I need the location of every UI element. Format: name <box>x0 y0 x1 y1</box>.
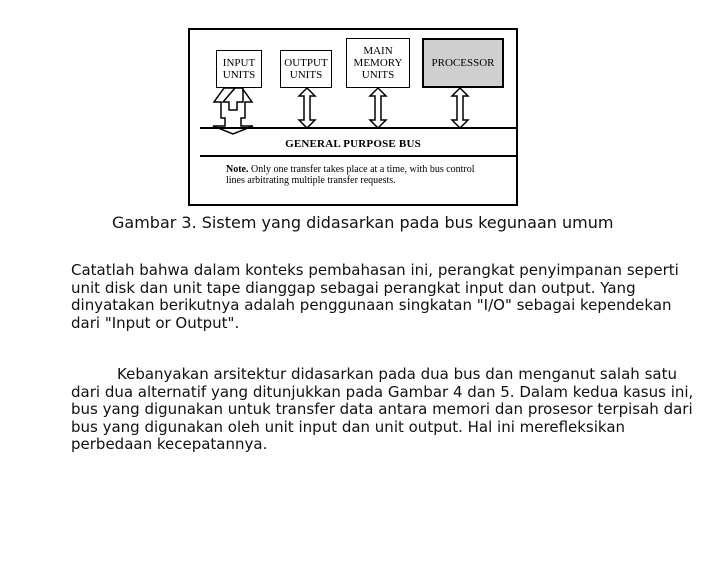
unit-label-line: INPUT <box>222 57 256 69</box>
output-units-box <box>280 50 332 88</box>
processor-arrow <box>452 88 468 128</box>
unit-label-line: MEMORY <box>353 57 403 69</box>
paragraph-2: Kebanyakan arsitektur didasarkan pada dua bus dan menganut salah satu dari dua alternatif yang ditunjukkan pada Gambar 4 dan 5. Dalam kedua kasus ini, bus yang digunakan untuk transfer data antara memori dan prosesor terpisah dari bus yang digunakan oleh unit input dan unit output. Hal ini merefleksikan perbedaan kecepatannya. <box>71 365 694 454</box>
main-memory-units-box <box>346 38 410 88</box>
memory-arrow <box>370 88 386 128</box>
paragraph-1-lead: Catatlah <box>71 261 135 279</box>
unit-label-line: OUTPUT <box>284 57 328 69</box>
figure-caption: Gambar 3. Sistem yang didasarkan pada bus kegunaan umum <box>112 213 614 232</box>
unit-label-line: UNITS <box>222 69 256 81</box>
bus-label: GENERAL PURPOSE BUS <box>285 138 421 150</box>
note-label: Note. <box>226 164 249 175</box>
unit-label-line: PROCESSOR <box>431 57 495 69</box>
processor-box <box>422 38 504 88</box>
note-text: Only one transfer takes place at a time, with bus control lines arbitrating multiple transfer requests. <box>226 164 475 186</box>
input-units-box <box>216 50 262 88</box>
diagram-note <box>226 164 494 186</box>
paragraph-1-body: bahwa dalam konteks pembahasan ini, perangkat penyimpanan seperti unit disk dan unit tape dianggap sebagai perangkat input dan output. Yang dinyatakan berikutnya adalah penggunaan singkatan "I/O" sebagai kependekan dari "Input or Output". <box>71 261 679 332</box>
unit-label-line: UNITS <box>289 69 323 81</box>
unit-label-line: MAIN <box>363 45 393 57</box>
bus-diagram-figure <box>188 28 518 206</box>
output-arrow <box>299 88 315 128</box>
unit-label-line: UNITS <box>361 69 395 81</box>
paragraph-1 <box>71 262 701 332</box>
